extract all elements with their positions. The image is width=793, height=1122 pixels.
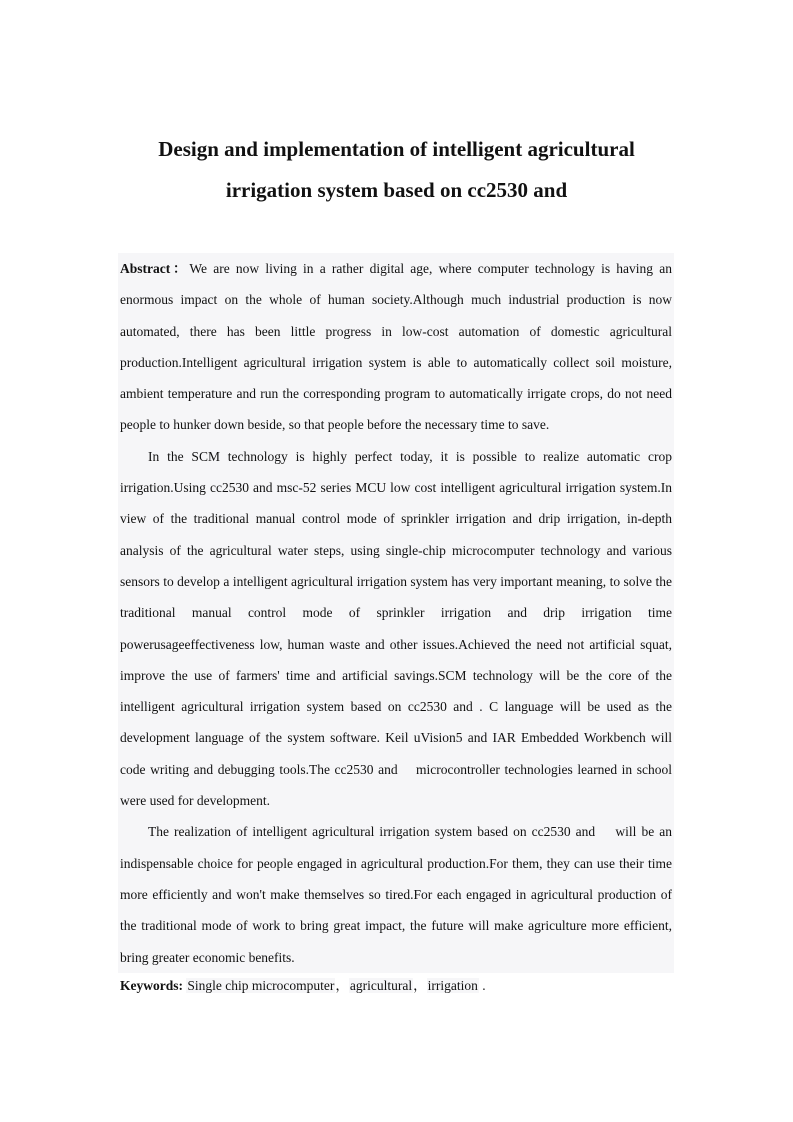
keyword-separator: ， (413, 978, 427, 993)
keyword-item: irrigation (427, 978, 478, 993)
abstract-paragraph-3: The realization of intelligent agricultural irrigation system based on cc2530 and will be an indispensable choice for people engaged in agricultural production.For them, they can use their time more efficiently and won't make themselves so tired.For each engaged in agricultural production of the traditional mode of work to bring great impact, the future will make agriculture more efficient, bring greater economic benefits. (120, 824, 672, 965)
keywords-line (120, 972, 486, 1000)
title-line-1: Design and implementation of intelligent agricultural (158, 137, 635, 161)
keyword-item: agricultural (349, 978, 413, 993)
title-line-2: irrigation system based on cc2530 and (225, 178, 568, 202)
abstract-section (118, 253, 674, 973)
keywords-label: Keywords: (120, 978, 183, 993)
keyword-item: Single chip microcomputer (187, 978, 335, 993)
abstract-paragraph-1 (120, 253, 672, 441)
abstract-text-1: We are now living in a rather digital age, where computer technology is having an enormous impact on the whole of human society.Although much industrial production is now automated, there has been little progress in low-cost automation of domestic agricultural production.Intelligent agricultural irrigation system is able to automatically collect soil moisture, ambient temperature and run the corresponding program to automatically irrigate crops, do not need people to hunker down beside, so that people before the necessary time to save. (120, 261, 672, 433)
keywords-end: . (478, 978, 486, 993)
abstract-label: Abstract： (120, 261, 190, 276)
keyword-separator: ， (335, 978, 349, 993)
abstract-paragraph-2: In the SCM technology is highly perfect today, it is possible to realize automatic crop irrigation.Using cc2530 and msc-52 series MCU low cost intelligent agricultural irrigation system.In view of the traditional manual control mode of sprinkler irrigation and drip irrigation, in-depth analysis of the agricultural water steps, using single-chip microcomputer technology and various sensors to develop a intelligent agricultural irrigation system has very important meaning, to solve the traditional manual control mode of sprinkler irrigation and drip irrigation time powerusageeffectiveness low, human waste and other issues.Achieved the need not artificial squat, improve the use of farmers' time and artificial savings.SCM technology will be the core of the intelligent agricultural irrigation system based on cc2530 and . C language will be used as the development language of the system software. Keil uVision5 and IAR Embedded Workbench will code writing and debugging tools.The cc2530 and microcontroller technologies learned in school were used for development. (120, 448, 672, 809)
